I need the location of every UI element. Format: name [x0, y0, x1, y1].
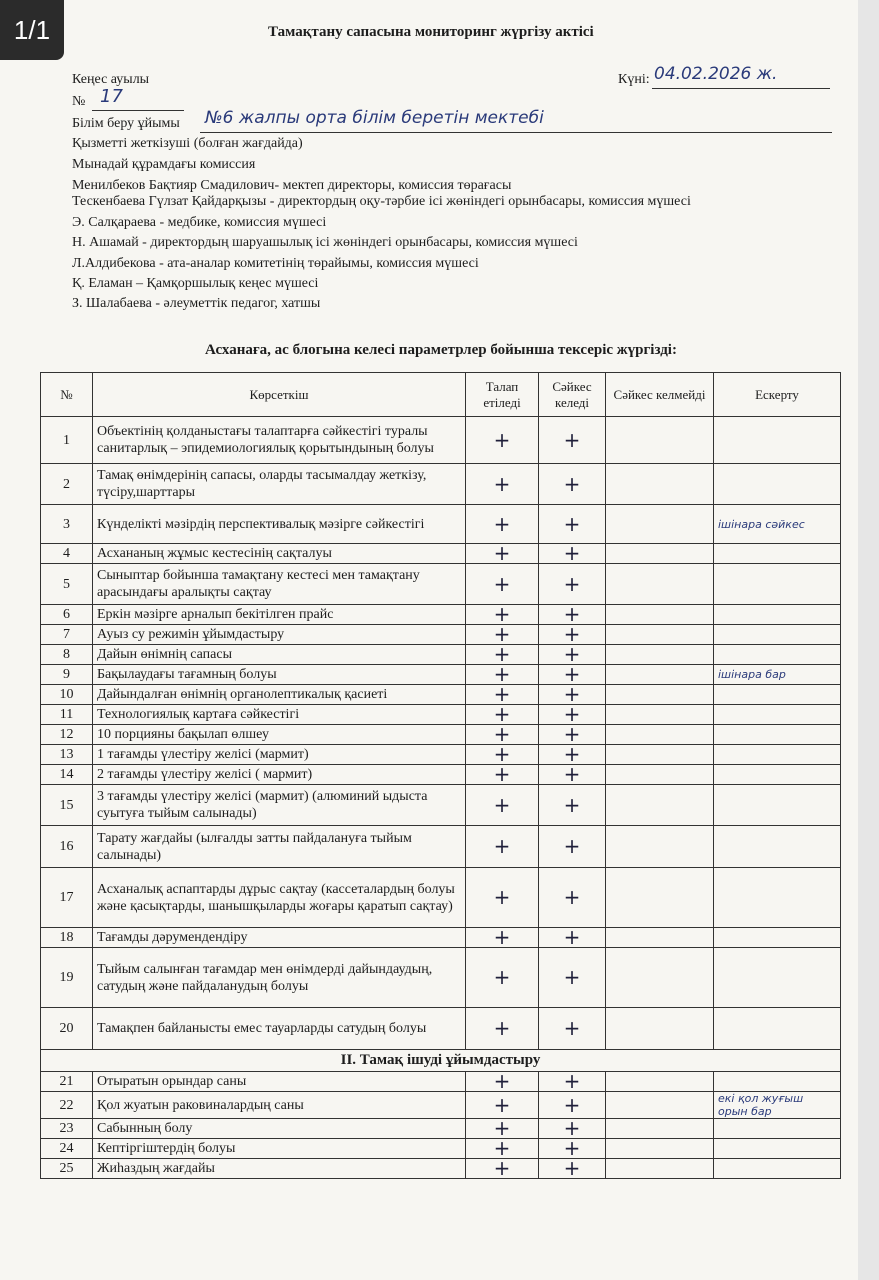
row-required-mark: + [466, 928, 539, 948]
inspection-heading: Асханаға, ас блогына келесі параметрлер бойынша тексеріс жүргізді: [205, 342, 677, 358]
row-number: 15 [41, 785, 93, 826]
table-row [41, 505, 841, 544]
row-number: 9 [41, 665, 93, 685]
row-noncompliant-mark [606, 417, 714, 464]
row-note [714, 868, 841, 928]
row-indicator: Дайын өнімнің сапасы [93, 645, 466, 665]
row-noncompliant-mark [606, 544, 714, 564]
table-row [41, 417, 841, 464]
row-compliant-mark: + [539, 826, 606, 868]
table-row [41, 1008, 841, 1050]
row-required-mark: + [466, 417, 539, 464]
row-number: 22 [41, 1092, 93, 1119]
table-row [41, 765, 841, 785]
row-compliant-mark: + [539, 645, 606, 665]
row-noncompliant-mark [606, 705, 714, 725]
row-note [714, 685, 841, 705]
row-number: 11 [41, 705, 93, 725]
row-required-mark: + [466, 544, 539, 564]
row-note [714, 725, 841, 745]
table-row [41, 564, 841, 605]
row-indicator: Асхананың жұмыс кестесінің сақталуы [93, 544, 466, 564]
date-value: 04.02.2026 ж. [654, 64, 778, 84]
row-indicator: Дайындалған өнімнің органолептикалық қасиеті [93, 685, 466, 705]
row-required-mark: + [466, 645, 539, 665]
row-required-mark: + [466, 564, 539, 605]
section-2-title: II. Тамақ ішуді ұйымдастыру [41, 1050, 841, 1072]
row-required-mark: + [466, 1008, 539, 1050]
row-indicator: Технологиялық картаға сәйкестігі [93, 705, 466, 725]
row-indicator: Асханалық аспаптарды дұрыс сақтау (кассеталардың болуы және қасықтарды, шанышқыларды жоғары қаратып сақтау) [93, 868, 466, 928]
table-body-section-2 [41, 1069, 841, 1180]
row-note [714, 625, 841, 645]
table-row [41, 1119, 841, 1139]
row-indicator: Жиһаздың жағдайы [93, 1159, 466, 1179]
table-row [41, 1092, 841, 1119]
row-noncompliant-mark [606, 464, 714, 505]
org-value: №6 жалпы орта білім беретін мектебі [205, 108, 544, 128]
row-compliant-mark: + [539, 605, 606, 625]
row-indicator: Тамақ өнімдерінің сапасы, оларды тасымалдау жеткізу, түсіру,шарттары [93, 464, 466, 505]
row-number: 8 [41, 645, 93, 665]
header-num: № [41, 373, 93, 417]
row-compliant-mark: + [539, 1159, 606, 1179]
row-noncompliant-mark [606, 1159, 714, 1179]
table-row [41, 826, 841, 868]
section-2-row [41, 1050, 841, 1072]
row-note [714, 564, 841, 605]
number-label: № [72, 94, 86, 109]
row-noncompliant-mark [606, 1072, 714, 1092]
row-number: 10 [41, 685, 93, 705]
document-title: Тамақтану сапасына мониторинг жүргізу актісі [268, 24, 594, 40]
row-required-mark: + [466, 625, 539, 645]
row-required-mark: + [466, 948, 539, 1008]
row-noncompliant-mark [606, 765, 714, 785]
row-number: 6 [41, 605, 93, 625]
row-noncompliant-mark [606, 505, 714, 544]
number-underline [92, 110, 184, 111]
table-row [41, 725, 841, 745]
row-number: 16 [41, 826, 93, 868]
row-noncompliant-mark [606, 564, 714, 605]
row-compliant-mark: + [539, 564, 606, 605]
row-compliant-mark: + [539, 928, 606, 948]
row-required-mark: + [466, 745, 539, 765]
table-row [41, 868, 841, 928]
row-compliant-mark: + [539, 685, 606, 705]
row-note [714, 1159, 841, 1179]
row-number: 7 [41, 625, 93, 645]
table-row [41, 785, 841, 826]
row-required-mark: + [466, 868, 539, 928]
member-line: Л.Алдибекова - ата-аналар комитетінің төрайымы, комиссия мүшесі [72, 256, 479, 271]
row-note [714, 417, 841, 464]
row-noncompliant-mark [606, 1139, 714, 1159]
row-noncompliant-mark [606, 785, 714, 826]
row-compliant-mark: + [539, 544, 606, 564]
row-compliant-mark: + [539, 948, 606, 1008]
row-number: 3 [41, 505, 93, 544]
row-number: 18 [41, 928, 93, 948]
table-row [41, 1072, 841, 1092]
row-note [714, 605, 841, 625]
row-noncompliant-mark [606, 1119, 714, 1139]
row-number: 24 [41, 1139, 93, 1159]
row-compliant-mark: + [539, 1008, 606, 1050]
row-indicator: Кептіргіштердің болуы [93, 1139, 466, 1159]
row-indicator: Тарату жағдайы (ылғалды затты пайдалануға тыйым салынады) [93, 826, 466, 868]
row-required-mark: + [466, 1072, 539, 1092]
table-section-2-header [41, 1050, 841, 1072]
row-compliant-mark: + [539, 1072, 606, 1092]
row-compliant-mark: + [539, 1139, 606, 1159]
row-required-mark: + [466, 685, 539, 705]
row-indicator: Ауыз су режимін ұйымдастыру [93, 625, 466, 645]
row-indicator: Еркін мәзірге арналып бекітілген прайс [93, 605, 466, 625]
row-noncompliant-mark [606, 826, 714, 868]
member-line: З. Шалабаева - әлеуметтік педагог, хатшы [72, 296, 321, 311]
row-noncompliant-mark [606, 665, 714, 685]
viewer-edge [858, 0, 879, 1280]
row-required-mark: + [466, 826, 539, 868]
row-required-mark: + [466, 605, 539, 625]
row-number: 4 [41, 544, 93, 564]
row-number: 12 [41, 725, 93, 745]
member-line: Н. Ашамай - директордың шаруашылық ісі жөніндегі орынбасары, комиссия мүшесі [72, 235, 578, 250]
row-required-mark: + [466, 1119, 539, 1139]
row-required-mark: + [466, 725, 539, 745]
row-noncompliant-mark [606, 1008, 714, 1050]
header-compliant: Сәйкес келеді [539, 373, 606, 417]
table-row [41, 1139, 841, 1159]
date-underline [652, 88, 830, 89]
row-required-mark: + [466, 705, 539, 725]
row-indicator: Отыратын орындар саны [93, 1072, 466, 1092]
row-compliant-mark: + [539, 464, 606, 505]
header-noncompliant: Сәйкес келмейді [606, 373, 714, 417]
row-indicator: 10 порцияны бақылап өлшеу [93, 725, 466, 745]
row-compliant-mark: + [539, 625, 606, 645]
row-number: 17 [41, 868, 93, 928]
member-line: Менилбеков Бақтияр Смадилович- мектеп директоры, комиссия төрағасы [72, 178, 512, 193]
row-note [714, 1139, 841, 1159]
row-indicator: Күнделікті мәзірдің перспективалық мәзірге сәйкестігі [93, 505, 466, 544]
row-indicator: Тамақпен байланысты емес тауарларды сатудың болуы [93, 1008, 466, 1050]
row-required-mark: + [466, 1092, 539, 1119]
page-counter: 1/1 [0, 0, 64, 60]
contractor-label: Қызметті жеткізуші (болған жағдайда) [72, 136, 303, 151]
row-required-mark: + [466, 505, 539, 544]
row-number: 20 [41, 1008, 93, 1050]
member-line: Тескенбаева Гүлзат Қайдарқызы - директордың оқу-тәрбие ісі жөніндегі орынбасары, комиссия мүшесі [72, 194, 691, 209]
row-compliant-mark: + [539, 868, 606, 928]
table-row [41, 928, 841, 948]
row-noncompliant-mark [606, 605, 714, 625]
row-compliant-mark: + [539, 705, 606, 725]
row-noncompliant-mark [606, 928, 714, 948]
row-note [714, 826, 841, 868]
row-number: 19 [41, 948, 93, 1008]
row-indicator: Объектінің қолданыстағы талаптарға сәйкестігі туралы санитарлық – эпидемиологиялық қорытындының болуы [93, 417, 466, 464]
member-line: Э. Салқараева - медбике, комиссия мүшесі [72, 215, 327, 230]
row-compliant-mark: + [539, 725, 606, 745]
member-line: Қ. Еламан – Қамқоршылық кеңес мүшесі [72, 276, 319, 291]
row-noncompliant-mark [606, 645, 714, 665]
row-indicator: 2 тағамды үлестіру желісі ( мармит) [93, 765, 466, 785]
row-number: 25 [41, 1159, 93, 1179]
row-note [714, 464, 841, 505]
row-compliant-mark: + [539, 665, 606, 685]
inspection-table [40, 372, 841, 1179]
row-noncompliant-mark [606, 745, 714, 765]
row-noncompliant-mark [606, 625, 714, 645]
table-row [41, 705, 841, 725]
row-note [714, 745, 841, 765]
row-number: 23 [41, 1119, 93, 1139]
row-compliant-mark: + [539, 1092, 606, 1119]
row-note: ішінара сәйкес [714, 505, 841, 544]
row-note [714, 705, 841, 725]
table-body-section-1 [41, 417, 841, 1050]
row-indicator: Қол жуатын раковиналардың саны [93, 1092, 466, 1119]
row-indicator: Тағамды дәрумендендіру [93, 928, 466, 948]
row-noncompliant-mark [606, 868, 714, 928]
row-noncompliant-mark [606, 1092, 714, 1119]
row-indicator: Сыныптар бойынша тамақтану кестесі мен тамақтану арасындағы аралықты сақтау [93, 564, 466, 605]
row-noncompliant-mark [606, 948, 714, 1008]
row-indicator: Бақылаудағы тағамның болуы [93, 665, 466, 685]
row-indicator: Тыйым салынған тағамдар мен өнімдерді дайындаудың, сатудың және пайдаланудың болуы [93, 948, 466, 1008]
header-indicator: Көрсеткіш [93, 373, 466, 417]
row-compliant-mark: + [539, 765, 606, 785]
row-required-mark: + [466, 1139, 539, 1159]
row-required-mark: + [466, 665, 539, 685]
row-indicator: 1 тағамды үлестіру желісі (мармит) [93, 745, 466, 765]
row-note [714, 948, 841, 1008]
row-noncompliant-mark [606, 725, 714, 745]
row-indicator: Сабынның болу [93, 1119, 466, 1139]
row-required-mark: + [466, 464, 539, 505]
number-value: 17 [100, 86, 123, 107]
row-number: 1 [41, 417, 93, 464]
row-compliant-mark: + [539, 505, 606, 544]
commission-label: Мынадай құрамдағы комиссия [72, 157, 256, 172]
row-note [714, 1119, 841, 1139]
table-header-row [41, 373, 841, 417]
row-number: 13 [41, 745, 93, 765]
date-label: Күні: [618, 72, 650, 87]
row-number: 14 [41, 765, 93, 785]
row-note [714, 785, 841, 826]
row-compliant-mark: + [539, 745, 606, 765]
village-label: Кеңес ауылы [72, 72, 150, 87]
table-row [41, 544, 841, 564]
row-required-mark: + [466, 765, 539, 785]
org-label: Білім беру ұйымы [72, 116, 180, 131]
row-note [714, 928, 841, 948]
row-note [714, 1072, 841, 1092]
row-note [714, 1008, 841, 1050]
row-number: 21 [41, 1072, 93, 1092]
row-compliant-mark: + [539, 785, 606, 826]
table-row [41, 948, 841, 1008]
table-row [41, 685, 841, 705]
row-number: 2 [41, 464, 93, 505]
row-compliant-mark: + [539, 417, 606, 464]
row-note [714, 765, 841, 785]
table-row [41, 1159, 841, 1179]
row-note [714, 544, 841, 564]
header-note: Ескерту [714, 373, 841, 417]
table-row [41, 605, 841, 625]
row-number: 5 [41, 564, 93, 605]
table-row [41, 665, 841, 685]
row-required-mark: + [466, 1159, 539, 1179]
row-note: екі қол жуғыш орын бар [714, 1092, 841, 1119]
table-row [41, 745, 841, 765]
header-required: Талап етіледі [466, 373, 539, 417]
table-row [41, 645, 841, 665]
row-note: ішінара бар [714, 665, 841, 685]
org-underline [200, 132, 832, 133]
row-indicator: 3 тағамды үлестіру желісі (мармит) (алюминий ыдыста суытуға тыйым салынады) [93, 785, 466, 826]
table-row [41, 625, 841, 645]
table-row [41, 464, 841, 505]
row-noncompliant-mark [606, 685, 714, 705]
row-compliant-mark: + [539, 1119, 606, 1139]
row-required-mark: + [466, 785, 539, 826]
row-note [714, 645, 841, 665]
